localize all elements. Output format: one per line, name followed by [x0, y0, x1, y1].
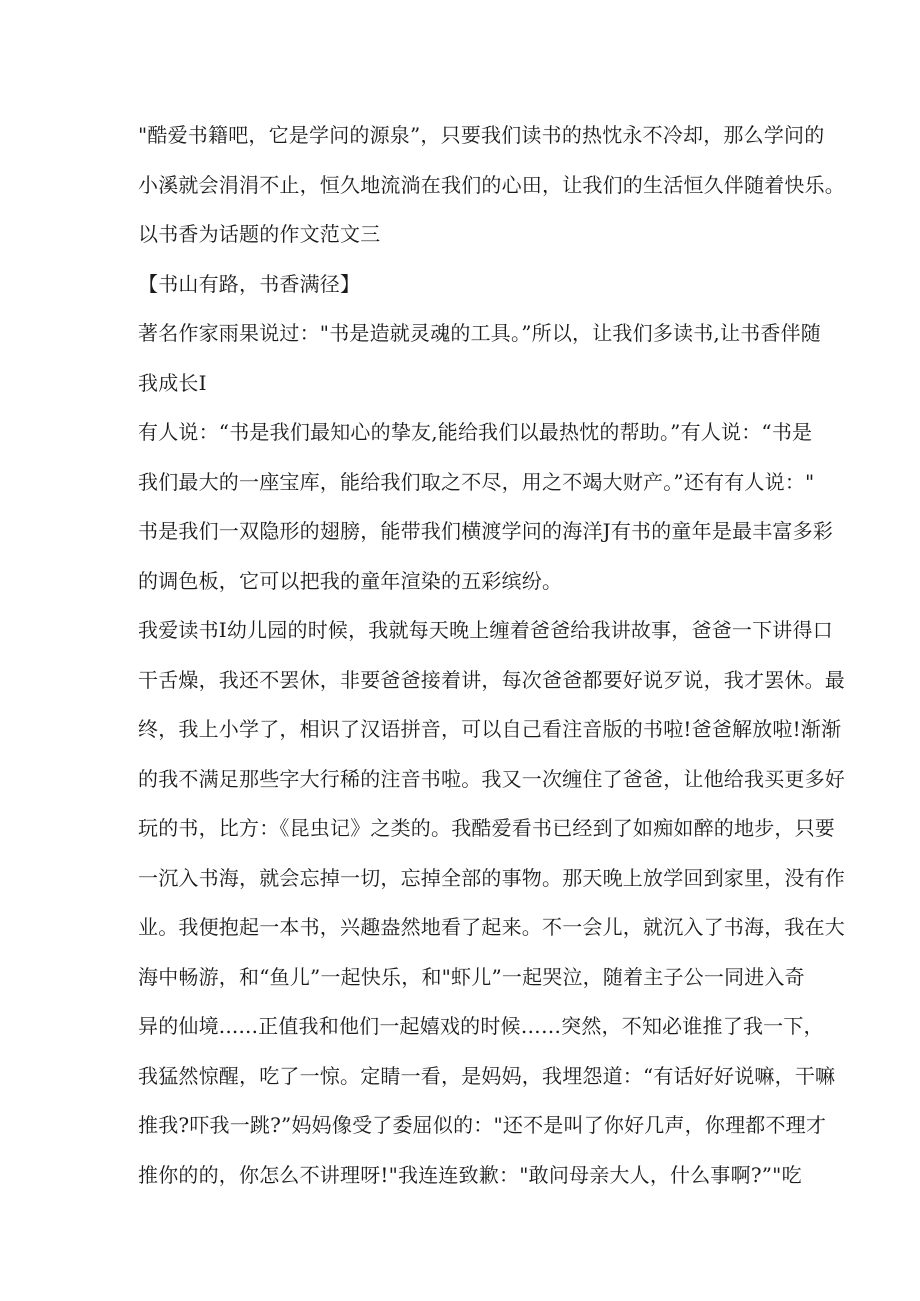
paragraph-line: 海中畅游，和“鱼儿”一起快乐，和"虾儿”一起哭泣，随着主子公一同进入奇 [138, 964, 805, 989]
paragraph-line: 小溪就会涓涓不止，恒久地流淌在我们的心田，让我们的生活恒久伴随着快乐。 [138, 172, 845, 197]
paragraph-line: 干舌燥，我还不罢休，非要爸爸接着讲，每次爸爸都要好说歹说，我才罢休。最 [138, 667, 845, 692]
paragraph-line: 异的仙境......正值我和他们一起嬉戏的时候……突然，不知必谁推了我一下， [138, 1014, 824, 1038]
paragraph-line: 一沉入书海，就会忘掉一切，忘掉全部的事物。那天晚上放学回到家里，没有作 [138, 865, 845, 890]
paragraph-line: 我爱读书I幼儿园的时候，我就每天晚上缠着爸爸给我讲故事，爸爸一下讲得口 [138, 618, 833, 642]
paragraph-line: 的调色板，它可以把我的童年渲染的五彩缤纷。 [138, 568, 563, 593]
paragraph-line: 我们最大的一座宝库，能给我们取之不尽，用之不竭大财产。”还有有人说：" [138, 469, 815, 494]
document-body [138, 120, 845, 1209]
paragraph-line: "酷爱书籍吧，它是学问的源泉”，只要我们读书的热忱永不冷却，那么学问的 [138, 123, 825, 147]
paragraph-line: 著名作家雨果说过："书是造就灵魂的工具。”所以，让我们多读书,让书香伴随 [138, 321, 821, 345]
paragraph-line: 推你的的，你怎么不讲理呀!"我连连致歉："敢问母亲大人，什么事啊?”"吃 [138, 1162, 802, 1187]
paragraph-line: 推我?吓我一跳?”妈妈像受了委屈似的："还不是叫了你好几声，你理都不理才 [138, 1113, 827, 1137]
essay-heading: 以书香为话题的作文范文三 [138, 222, 381, 246]
paragraph-line: 业。我便抱起一本书，兴趣盎然地看了起来。不一会儿，就沉入了书海，我在大 [138, 915, 845, 939]
paragraph-line: 的我不满足那些字大行稀的注音书啦。我又一次缠住了爸爸，让他给我买更多好 [138, 766, 845, 791]
paragraph-line: 有人说：“书是我们最知心的挚友,能给我们以最热忱的帮助。”有人说：“书是 [138, 420, 813, 444]
paragraph-line: 我猛然惊醒，吃了一惊。定睛一看，是妈妈，我埋怨道：“有话好好说嘛，干嘛 [138, 1063, 836, 1088]
paragraph-line: 书是我们一双隐形的翅膀，能带我们横渡学问的海洋J有书的童年是最丰富多彩 [138, 519, 834, 543]
paragraph-line: 我成长I [138, 370, 207, 395]
paragraph-line: 终，我上小学了，相识了汉语拼音，可以自己看注音版的书啦!爸爸解放啦!渐渐 [138, 717, 842, 741]
paragraph-line: 玩的书，比方：《昆虫记》之类的。我酷爱看书已经到了如痴如醉的地步，只要 [138, 816, 835, 840]
essay-title: 【书山有路，书香满径】 [138, 271, 361, 296]
